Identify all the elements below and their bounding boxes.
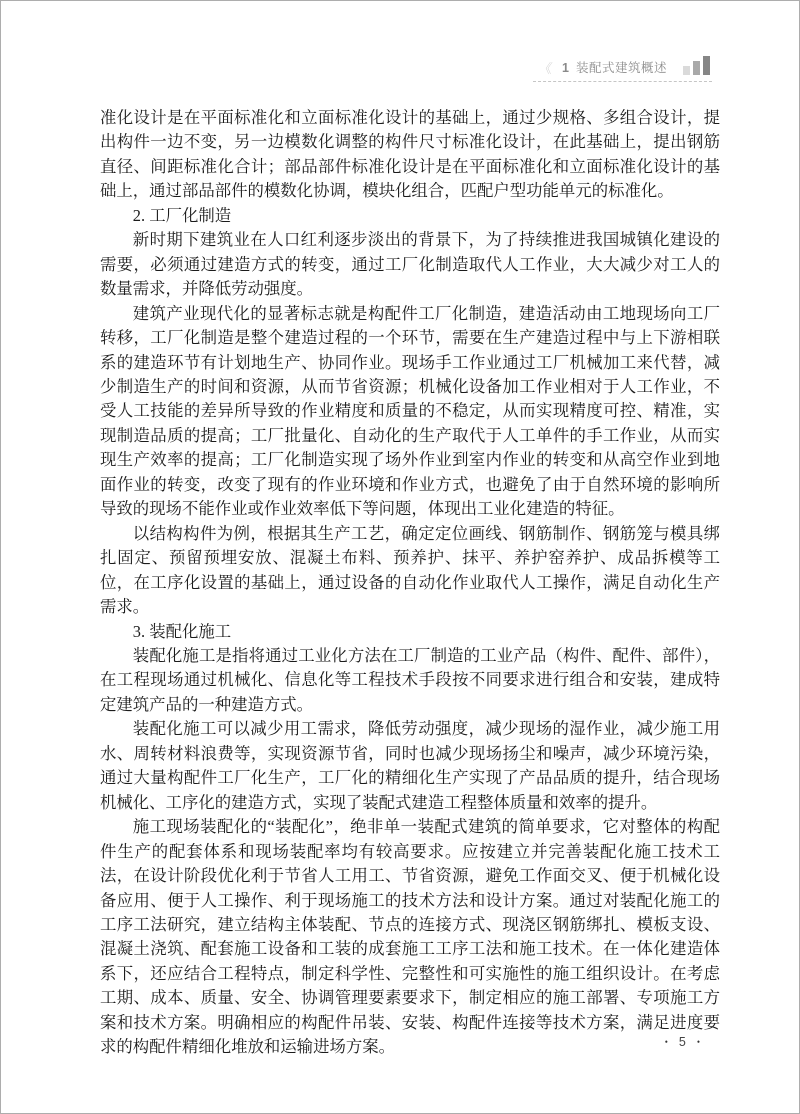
numbered-heading: 2. 工厂化制造 [132, 205, 232, 225]
footer-dot-right: • [696, 1037, 700, 1047]
chapter-number: 1 [562, 61, 569, 75]
body-paragraph: 以结构构件为例，根据其生产工艺，确定定位画线、钢筋制作、钢筋笼与模具绑扎固定、预留预埋安放、混凝土布料、预养护、抹平、养护窑养护、成品拆模等工位，在工序化设置的基础上，通过设备的自动化作业取代人工操作，满足自动化生产需求。 [100, 523, 720, 617]
double-chevron-icon: 《 [537, 61, 554, 76]
bar-small [683, 66, 690, 75]
body-paragraph: 装配化施工可以减少用工需求，降低劳动强度，减少现场的湿作业，减少施工用水、周转材料浪费等，实现资源节省，同时也减少现场扬尘和噪声，减少环境污染，通过大量构配件工厂化生产，工厂化的精细化生产实现了产品品质的提升，结合现场机械化、工序化的建造方式，实现了装配式建造工程整体质量和效率的提升。 [100, 719, 720, 812]
chapter-title: 装配式建筑概述 [575, 61, 667, 75]
document-body [100, 106, 720, 1060]
body-paragraph: 建筑产业现代化的显著标志就是构配件工厂化制造，建造活动由工地现场向工厂转移，工厂化制造是整个建造过程的一个环节，需要在生产建造过程中与上下游相联系的建造环节有计划地生产、协同作业。现场手工作业通过工厂机械加工来代替，减少制造生产的时间和资源，从而节省资源；机械化设备加工作业相对于人工作业，不受人工技能的差异所导致的作业精度和质量的不稳定，从而实现精度可控、精准，实现制造品质的提高；工厂批量化、自动化的生产取代于人工单件的手工作业，从而实现生产效率的提高；工厂化制造实现了场外作业到室内作业的转变和从高空作业到地面作业的转变，改变了现有的作业环境和作业方式，也避免了由于自然环境的影响所导致的现场不能作业或作业效率低下等问题，体现出工业化建造的特征。 [100, 303, 720, 519]
body-paragraph: 装配化施工是指将通过工业化方法在工厂制造的工业产品（构件、配件、部件），在工程现场通过机械化、信息化等工程技术手段按不同要求进行组合和安装，建成特定建筑产品的一种建造方式。 [100, 645, 720, 714]
bar-large [703, 56, 710, 75]
numbered-heading: 3. 装配化施工 [132, 621, 232, 641]
body-paragraph: 新时期下建筑业在人口红利逐步淡出的背景下，为了持续推进我国城镇化建设的需要，必须通过建造方式的转变，通过工厂化制造取代人工作业，大大减少对工人的数量需求，并降低劳动强度。 [100, 230, 720, 299]
body-paragraph: 施工现场装配化的“装配化”，绝非单一装配式建筑的简单要求，它对整体的构配件生产的配套体系和现场装配率均有较高要求。应按建立并完善装配化施工技术工法，在设计阶段优化利于节省人工用工、节省资源，避免工作面交叉、便于机械化设备应用、便于人工操作、利于现场施工的技术方法和设计方案。通过对装配化施工的工序工法研究，建立结构主体装配、节点的连接方式、现浇区钢筋绑扎、模板支设、混凝土浇筑、配套施工设备和工装的成套施工工序工法和施工技术。在一体化建造体系下，还应结合工程特点，制定科学性、完整性和可实施性的施工组织设计。在考虑工期、成本、质量、安全、协调管理要素要求下，制定相应的施工部署、专项施工方案和技术方案。明确相应的构配件吊装、安装、构配件连接等技术方案，满足进度要求的构配件精细化堆放和运输进场方案。 [100, 817, 720, 1057]
bar-medium [693, 61, 700, 75]
running-header [533, 56, 712, 82]
page-number: 5 [678, 1035, 686, 1049]
footer-dot-left: • [664, 1037, 668, 1047]
bar-chart-icon [683, 56, 710, 75]
page-footer [665, 1034, 700, 1050]
body-paragraph: 准化设计是在平面标准化和立面标准化设计的基础上，通过少规格、多组合设计，提出构件一边不变，另一边模数化调整的构件尺寸标准化设计，在此基础上，提出钢筋直径、间距标准化合计；部品部件标准化设计是在平面标准化和立面标准化设计的基础上，通过部品部件的模数化协调，模块化组合，匹配户型功能单元的标准化。 [100, 108, 720, 201]
